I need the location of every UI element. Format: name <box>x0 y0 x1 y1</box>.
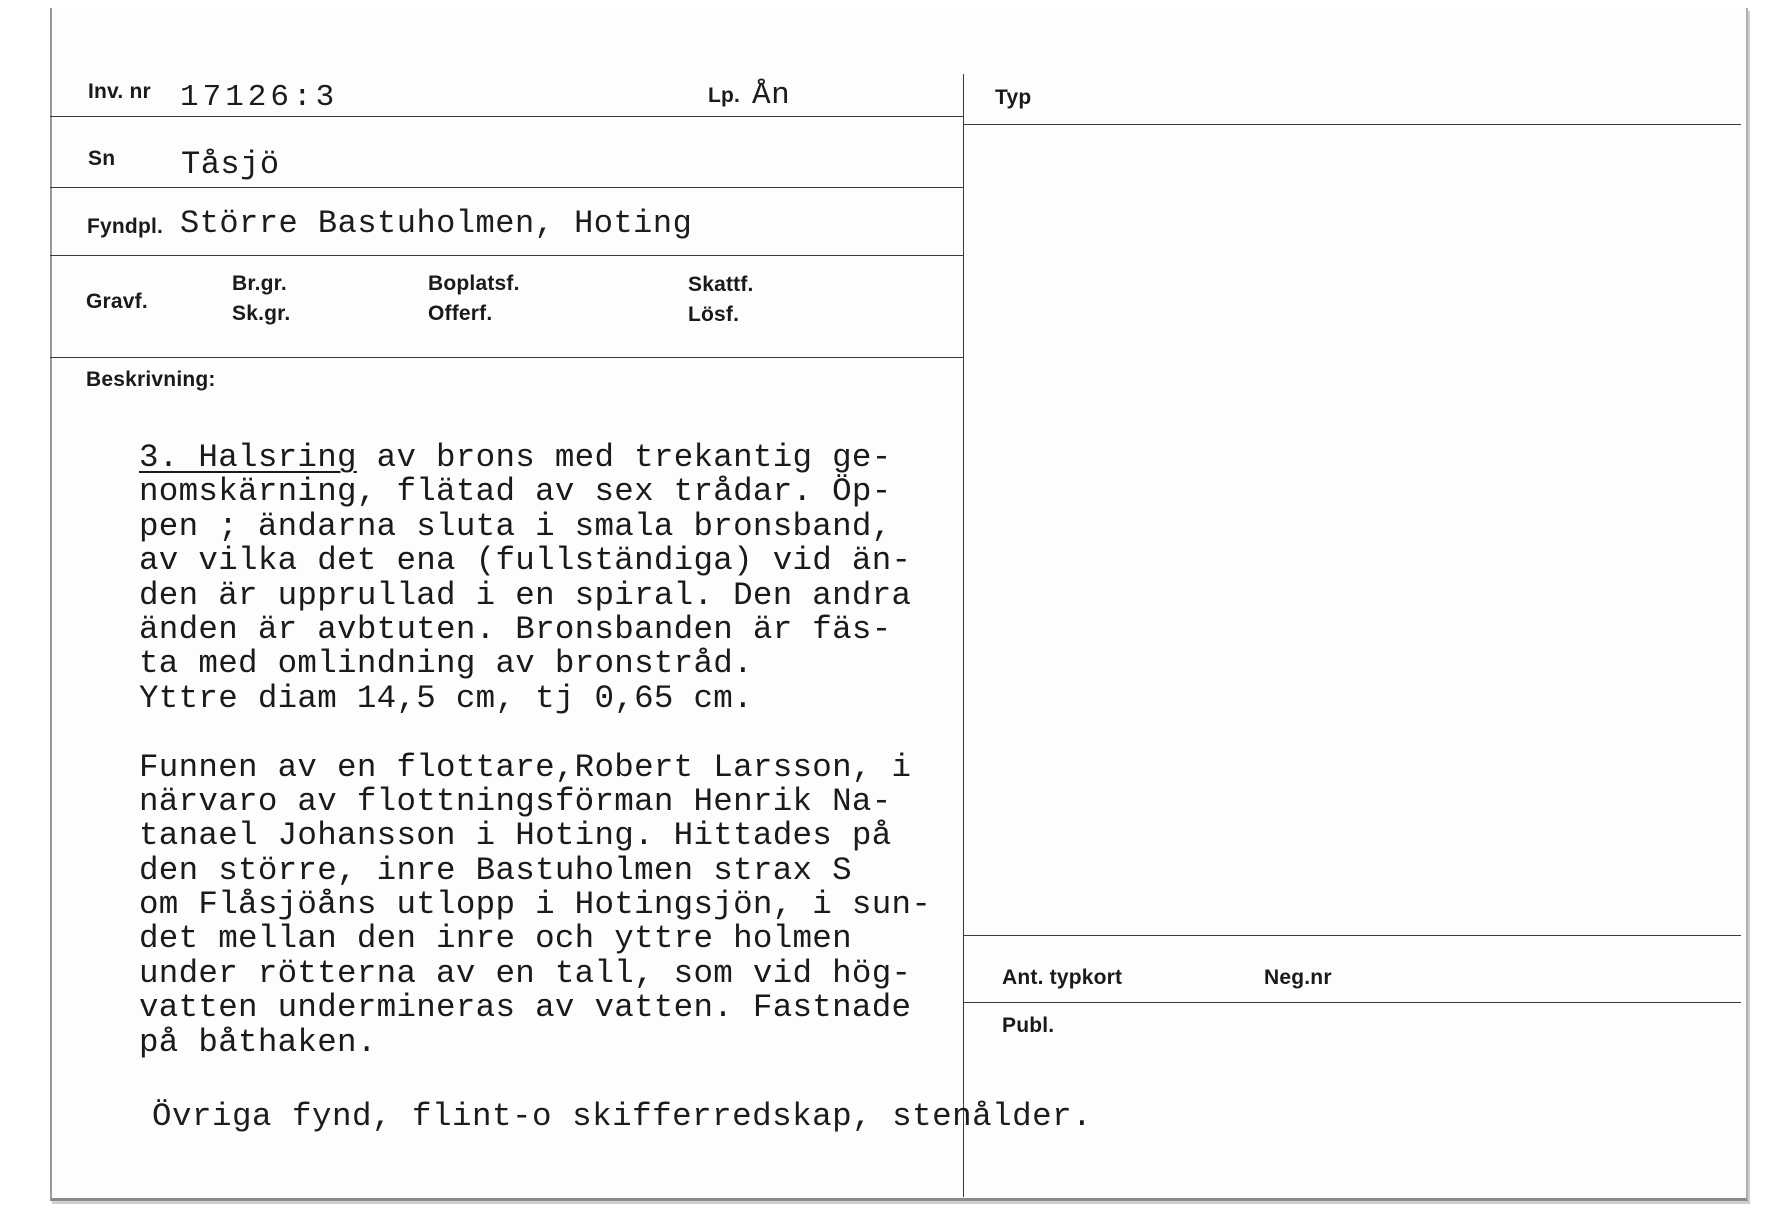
description-line: nomskärning, flätad av sex trådar. Öp- <box>139 473 892 511</box>
rule-publ <box>963 1002 1741 1003</box>
publ-label: Publ. <box>1002 1014 1055 1037</box>
description-block <box>139 441 931 1060</box>
description-line-rest: av brons med trekantig ge- <box>356 439 892 476</box>
find-line: under rötterna av en tall, som vid hög- <box>139 954 912 992</box>
lp-label: Lp. <box>708 84 741 107</box>
find-line: på båthaken. <box>139 1023 377 1061</box>
skgr-label: Sk.gr. <box>232 302 291 325</box>
boplatsf-label: Boplatsf. <box>428 272 520 295</box>
find-line: det mellan den inre och yttre holmen <box>139 920 852 958</box>
find-line: tanael Johansson i Hoting. Hittades på <box>139 817 892 855</box>
losf-label: Lösf. <box>688 303 740 326</box>
description-line: den är upprullad i en spiral. Den andra <box>139 576 912 614</box>
rule-ant <box>963 935 1741 936</box>
brgr-label: Br.gr. <box>232 272 287 295</box>
description-line <box>139 441 931 475</box>
description-line: av vilka det ena (fullständiga) vid än- <box>139 542 912 580</box>
fyndpl-value: Större Bastuholmen, Hoting <box>180 205 693 242</box>
neg-nr-label: Neg.nr <box>1264 966 1332 989</box>
rule-fyndpl <box>50 255 963 256</box>
paragraph-gap <box>139 716 931 750</box>
description-line: Yttre diam 14,5 cm, tj 0,65 cm. <box>139 679 753 717</box>
inv-nr-label: Inv. nr <box>88 80 151 103</box>
rule-inv <box>50 116 963 117</box>
inv-nr-value: 17126:3 <box>180 80 339 115</box>
description-line: pen ; ändarna sluta i smala bronsband, <box>139 507 892 545</box>
gravf-label: Gravf. <box>86 290 148 313</box>
column-divider <box>963 74 964 1197</box>
beskrivning-label: Beskrivning: <box>86 368 216 391</box>
find-line: närvaro av flottningsförman Henrik Na- <box>139 782 892 820</box>
object-title: 3. Halsring <box>139 439 357 476</box>
description-line: änden är avbtuten. Bronsbanden är fäs- <box>139 610 892 648</box>
skattf-label: Skattf. <box>688 273 754 296</box>
find-line: om Flåsjöåns utlopp i Hotingsjön, i sun- <box>139 886 932 924</box>
other-finds-line: Övriga fynd, flint-o skifferredskap, stenålder. <box>152 1098 1093 1135</box>
typ-label: Typ <box>995 86 1032 109</box>
find-line: den större, inre Bastuholmen strax S <box>139 851 852 889</box>
sn-value: Tåsjö <box>181 146 280 183</box>
find-line: vatten undermineras av vatten. Fastnade <box>139 989 912 1027</box>
fyndpl-label: Fyndpl. <box>87 215 164 238</box>
offerf-label: Offerf. <box>428 302 493 325</box>
ant-typkort-label: Ant. typkort <box>1002 966 1123 989</box>
description-line: ta med omlindning av bronstråd. <box>139 645 753 683</box>
rule-gravf <box>50 357 963 358</box>
find-line: Funnen av en flottare,Robert Larsson, i <box>139 748 912 786</box>
rule-sn <box>50 187 963 188</box>
lp-value: Ån <box>752 78 791 113</box>
sn-label: Sn <box>88 147 116 170</box>
rule-typ <box>963 124 1741 125</box>
